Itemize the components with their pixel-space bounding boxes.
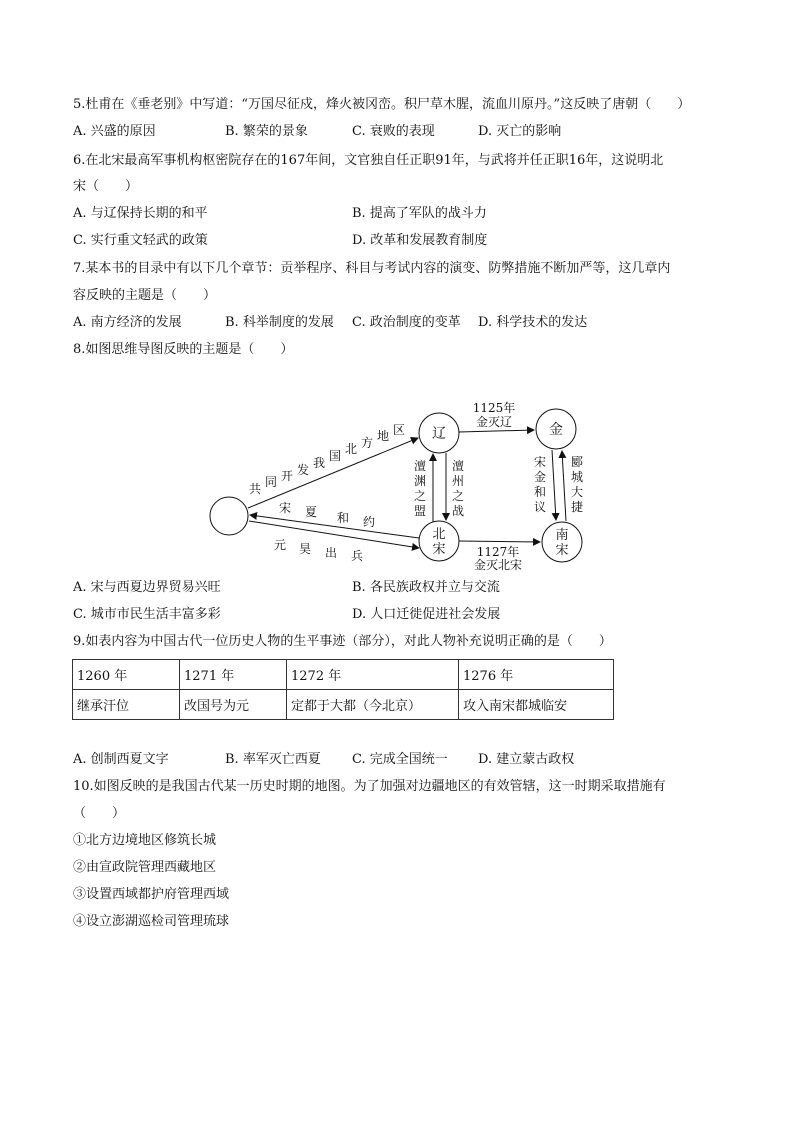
q8-option-c: C. 城市市民生活丰富多彩 bbox=[73, 607, 221, 622]
node-liao-label: 辽 bbox=[432, 426, 446, 442]
q7-option-b: B. 科举制度的发展 bbox=[225, 315, 334, 330]
label-songxia-4: 约 bbox=[362, 515, 376, 529]
label-gongtong-4: 发 bbox=[296, 463, 310, 477]
label-shaoxing-2: 金 bbox=[533, 470, 547, 484]
q10-item-1: ①北方边境地区修筑长城 bbox=[73, 833, 217, 848]
label-gongtong-6: 国 bbox=[328, 449, 342, 463]
table-cell-event-2: 改国号为元 bbox=[180, 690, 287, 720]
label-yuanhao-3: 出 bbox=[324, 546, 338, 560]
q10-item-2: ②由宣政院管理西藏地区 bbox=[73, 860, 217, 875]
q6-option-d: D. 改革和发展教育制度 bbox=[352, 233, 488, 248]
label-gongtong-3: 开 bbox=[280, 469, 294, 483]
label-chanyuan-1: 澶 bbox=[413, 459, 427, 473]
label-liao-jin-year: 1125年 bbox=[472, 401, 516, 415]
q10-stem-line1: 10.如图反映的是我国古代某一历史时期的地图。为了加强对边疆地区的有效管辖，这一时期采取措施有 bbox=[73, 779, 666, 794]
label-songxia-3: 和 bbox=[336, 511, 350, 525]
table-cell-event-1: 继承汗位 bbox=[73, 690, 180, 720]
label-shaoxing-3: 和 bbox=[533, 485, 547, 499]
q8-option-a: A. 宋与西夏边界贸易兴旺 bbox=[73, 580, 221, 595]
node-beisong-label-2: 宋 bbox=[432, 542, 446, 557]
q9-option-c: C. 完成全国统一 bbox=[352, 752, 448, 767]
node-beisong-label-1: 北 bbox=[432, 527, 446, 542]
label-gongtong-10: 区 bbox=[392, 423, 406, 437]
label-gongtong-1: 共 bbox=[248, 482, 262, 496]
label-chanyuan-3: 之 bbox=[413, 489, 427, 503]
label-gongtong-9: 地 bbox=[376, 429, 390, 443]
node-nansong-label-2: 宋 bbox=[555, 543, 569, 558]
table-row-events bbox=[73, 690, 614, 720]
mind-map-diagram bbox=[0, 390, 794, 590]
q9-option-b: B. 率军灭亡西夏 bbox=[225, 752, 321, 767]
label-songxia-2: 夏 bbox=[304, 505, 318, 519]
table-cell-event-3: 定都于大都（今北京） bbox=[287, 690, 459, 720]
q6-option-c: C. 实行重文轻武的政策 bbox=[73, 233, 208, 248]
label-yuanhao-2: 昊 bbox=[298, 542, 312, 556]
label-yuanhao-4: 兵 bbox=[350, 549, 364, 563]
label-yuanhao bbox=[274, 538, 363, 563]
label-gongtong-2: 同 bbox=[264, 475, 278, 489]
arrow-beisong-nansong bbox=[459, 541, 540, 542]
table-row-years bbox=[73, 660, 614, 690]
label-gongtong-7: 北 bbox=[344, 442, 358, 456]
label-gongtong bbox=[249, 423, 405, 496]
q6-option-b: B. 提高了军队的战斗力 bbox=[352, 206, 487, 221]
node-jin-label: 金 bbox=[549, 422, 563, 438]
label-chanyuan-4: 盟 bbox=[413, 504, 427, 518]
label-chanzhou-4: 战 bbox=[451, 504, 465, 518]
q9-option-a: A. 创制西夏文字 bbox=[73, 752, 169, 767]
q5-option-c: C. 衰败的表现 bbox=[352, 124, 435, 139]
label-shaoxing-1: 宋 bbox=[533, 455, 547, 469]
q7-option-c: C. 政治制度的变革 bbox=[352, 315, 461, 330]
label-songxia bbox=[279, 501, 375, 529]
arrow-nansong-jin bbox=[562, 451, 566, 521]
label-yuanhao-1: 元 bbox=[273, 538, 287, 552]
q5-option-d: D. 灭亡的影响 bbox=[478, 124, 562, 139]
label-liao-jin-event: 金灭辽 bbox=[475, 415, 513, 429]
table-cell-year-3: 1272 年 bbox=[287, 660, 459, 690]
q9-option-d: D. 建立蒙古政权 bbox=[478, 752, 575, 767]
q8-option-b: B. 各民族政权并立与交流 bbox=[352, 580, 500, 595]
label-chanzhou-2: 州 bbox=[451, 474, 465, 488]
label-yancheng-2: 城 bbox=[570, 470, 584, 484]
q5-stem: 5.杜甫在《垂老别》中写道：“万国尽征戍，烽火被冈峦。积尸草木腥，流血川原丹。”这反映了唐朝（ ） bbox=[73, 97, 691, 112]
q7-option-d: D. 科学技术的发达 bbox=[478, 315, 588, 330]
q5-option-a: A. 兴盛的原因 bbox=[73, 124, 156, 139]
q6-stem-line2: 宋（ ） bbox=[73, 179, 139, 194]
node-nansong-label-1: 南 bbox=[555, 528, 569, 543]
table-cell-year-2: 1271 年 bbox=[180, 660, 287, 690]
label-shaoxing-4: 议 bbox=[533, 500, 547, 514]
q9-stem: 9.如表内容为中国古代一位历史人物的生平事迹（部分），对此人物补充说明正确的是（ ） bbox=[73, 634, 612, 649]
q10-item-4: ④设立澎湖巡检司管理琉球 bbox=[73, 914, 230, 929]
q6-stem-line1: 6.在北宋最高军事机构枢密院存在的167年间，文官独自任正职91年，与武将并任正职16年，这说明北 bbox=[73, 153, 664, 168]
q10-item-3: ③设置西域都护府管理西域 bbox=[73, 887, 230, 902]
label-yancheng-1: 郾 bbox=[570, 455, 584, 469]
label-yancheng-3: 大 bbox=[570, 485, 584, 499]
arrow-liao-jin bbox=[459, 430, 534, 432]
node-blank bbox=[210, 497, 248, 535]
label-chanzhou-3: 之 bbox=[451, 489, 465, 503]
label-gongtong-8: 方 bbox=[360, 436, 374, 450]
table-cell-event-4: 攻入南宋都城临安 bbox=[459, 690, 614, 720]
q7-option-a: A. 南方经济的发展 bbox=[73, 315, 182, 330]
q5-option-b: B. 繁荣的景象 bbox=[225, 124, 308, 139]
label-gongtong-5: 我 bbox=[312, 456, 326, 470]
q8-stem: 8.如图思维导图反映的主题是（ ） bbox=[73, 342, 294, 357]
label-chanyuan-2: 渊 bbox=[413, 474, 427, 488]
label-songxia-1: 宋 bbox=[278, 501, 292, 515]
q6-option-a: A. 与辽保持长期的和平 bbox=[73, 206, 208, 221]
label-song-south-event: 金灭北宋 bbox=[473, 558, 523, 572]
table-cell-year-4: 1276 年 bbox=[459, 660, 614, 690]
q8-option-d: D. 人口迁徙促进社会发展 bbox=[352, 607, 501, 622]
label-yancheng-4: 捷 bbox=[570, 500, 584, 514]
q10-stem-line2: （ ） bbox=[73, 806, 126, 821]
label-song-south-year: 1127年 bbox=[476, 545, 520, 559]
q9-table bbox=[72, 659, 614, 720]
arrow-jin-nansong bbox=[552, 450, 556, 520]
table-cell-year-1: 1260 年 bbox=[73, 660, 180, 690]
q7-stem-line2: 容反映的主题是（ ） bbox=[73, 288, 217, 303]
label-chanzhou-1: 澶 bbox=[451, 459, 465, 473]
q7-stem-line1: 7.某本书的目录中有以下几个章节：贡举程序、科目与考试内容的演变、防弊措施不断加严等，这几章内 bbox=[73, 261, 671, 276]
